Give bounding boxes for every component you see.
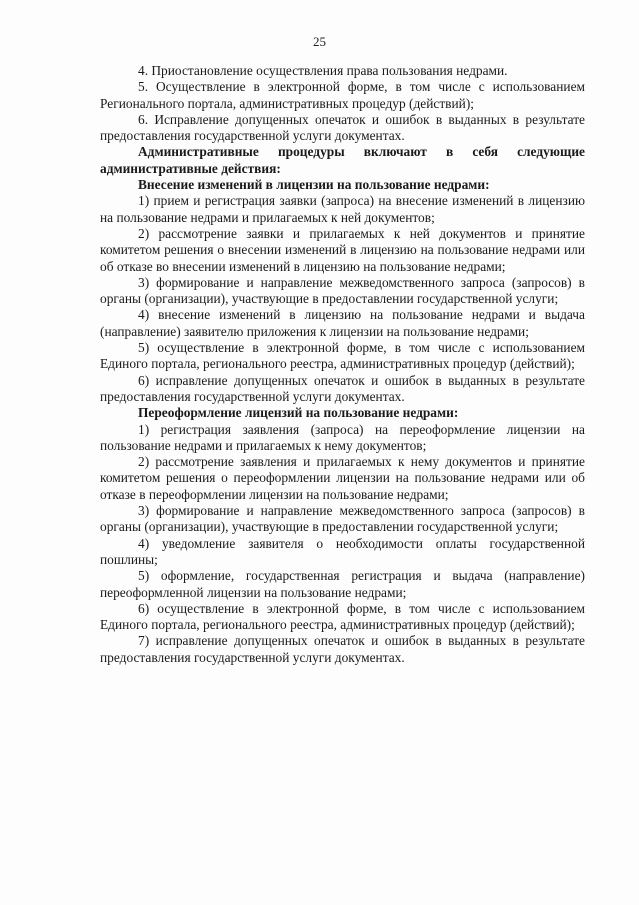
paragraph: 4) уведомление заявителя о необходимости оплаты государственной пошлины; [100,535,585,567]
paragraph: 5. Осуществление в электронной форме, в том числе с использованием Регионального портала, административных процедур (действий); [100,79,585,111]
paragraph: 6) исправление допущенных опечаток и ошибок в выданных в результате предоставления государственной услуги документах. [100,372,585,404]
paragraph: 1) регистрация заявления (запроса) на переоформление лицензии на пользование недрами и прилагаемых к нему документов; [100,421,585,453]
document-body [100,63,585,666]
section-heading: Внесение изменений в лицензии на пользование недрами: [138,177,490,193]
paragraph: 7) исправление допущенных опечаток и ошибок в выданных в результате предоставления государственной услуги документах. [100,633,585,665]
paragraph: 4) внесение изменений в лицензию на пользование недрами и выдача (направление) заявителю приложения к лицензии на пользование недрами; [100,307,585,339]
paragraph: 3) формирование и направление межведомственного запроса (запросов) в органы (организации), участвующие в предоставлении государственной услуги; [100,274,585,307]
paragraph: 3) формирование и направление межведомственного запроса (запросов) в органы (организации), участвующие в предоставлении государственной услуги; [100,503,585,535]
paragraph: 6. Исправление допущенных опечаток и ошибок в выданных в результате предоставления государственной услуги документах. [100,111,585,144]
section-heading: Административные процедуры включают в себя следующие административные действия: [100,144,585,176]
paragraph: 5) осуществление в электронной форме, в том числе с использованием Единого портала, регионального реестра, административных процедур (действий); [100,340,585,372]
section-heading: Переоформление лицензий на пользование недрами: [138,405,459,421]
paragraph: 5) оформление, государственная регистрация и выдача (направление) переоформленной лицензии на пользование недрами; [100,568,585,600]
paragraph: 4. Приостановление осуществления права пользования недрами. [138,63,508,78]
paragraph: 2) рассмотрение заявки и прилагаемых к ней документов и принятие комитетом решения о внесении изменений в лицензию на пользование недрами или об отказе во внесении изменений в лицензию на пользование недрами; [100,225,585,274]
paragraph: 6) осуществление в электронной форме, в том числе с использованием Единого портала, регионального реестра, административных процедур (действий); [100,600,585,633]
page-number: 25 [313,34,326,49]
paragraph: 1) прием и регистрация заявки (запроса) на внесение изменений в лицензию на пользование недрами и прилагаемых к ней документов; [100,193,585,225]
paragraph: 2) рассмотрение заявления и прилагаемых к нему документов и принятие комитетом решения о переоформлении лицензии на пользование недрами или об отказе в переоформлении лицензии на пользование недрами; [100,454,585,502]
